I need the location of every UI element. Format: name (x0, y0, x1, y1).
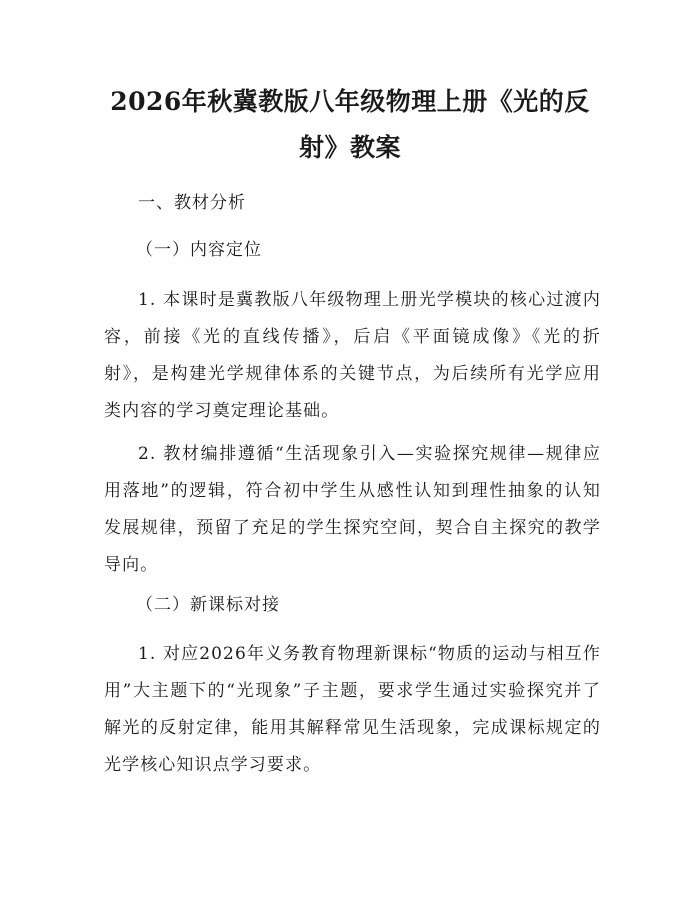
paragraph-content-positioning-1: 1. 本课时是冀教版八年级物理上册光学模块的核心过渡内容，前接《光的直线传播》，后启《平面镜成像》《光的折射》，是构建光学规律体系的关键节点，为后续所有光学应用类内容的学习奠定理论基础。 (104, 290, 601, 421)
section-heading-textbook-analysis: 一、教材分析 (138, 193, 246, 213)
subsection-heading-curriculum-standard: （二）新课标对接 (136, 595, 280, 615)
subsection-heading-content-positioning: （一）内容定位 (136, 240, 262, 260)
paragraph-curriculum-standard-1: 1. 对应2026年义务教育物理新课标“物质的运动与相互作用”大主题下的“光现象”子主题，要求学生通过实验探究并了解光的反射定律，能用其解释常见生活现象，完成课标规定的光学核心知识点学习要求。 (104, 644, 601, 775)
paragraph-content-positioning-2: 2. 教材编排遵循“生活现象引入—实验探究规律—规律应用落地”的逻辑，符合初中学生从感性认知到理性抽象的认知发展规律，预留了充足的学生探究空间，契合自主探究的教学导向。 (104, 444, 601, 575)
document-title-line-1: 2026年秋冀教版八年级物理上册《光的反 (110, 87, 590, 116)
document-title-line-2: 射》教案 (298, 133, 401, 162)
